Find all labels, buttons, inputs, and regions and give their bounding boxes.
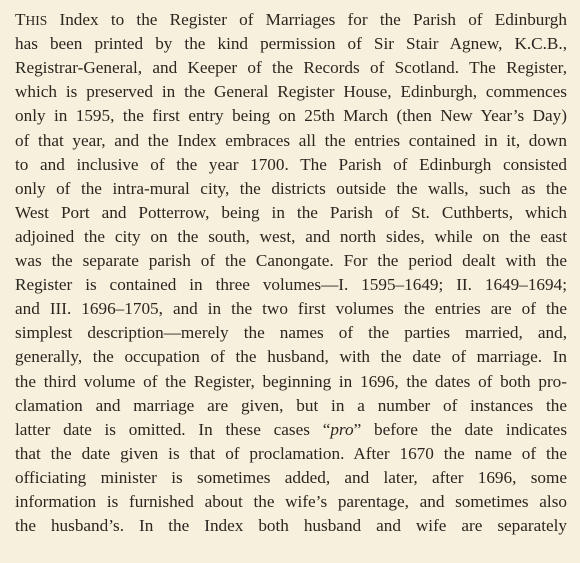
text-line: of that year, and the Index embraces all the entries contained in it, down bbox=[15, 130, 567, 150]
text-line: West Port and Potterrow, being in the Parish of St. Cuthberts, which bbox=[15, 202, 567, 222]
text-line: only of the intra-mural city, the districts outside the walls, such as the bbox=[15, 178, 567, 198]
text-line: information is furnished about the wife’s parentage, and sometimes also bbox=[15, 492, 567, 511]
text-line: only in 1595, the first entry being on 25th March (then New Year’s Day) bbox=[15, 106, 567, 126]
text-line: to and inclusive of the year 1700. The Parish of Edinburgh consisted bbox=[15, 154, 567, 174]
text-line: generally, the occupation of the husband, with the date of marriage. In bbox=[15, 347, 567, 367]
text-line: has been printed by the kind permission of Sir Stair Agnew, K.C.B., bbox=[15, 34, 567, 54]
text-line: clamation and marriage are given, but in a number of instances the bbox=[15, 395, 567, 415]
text-line: and III. 1696–1705, and in the two first volumes the entries are of the bbox=[15, 299, 567, 319]
text-line: was the separate parish of the Canongate. For the period dealt with the bbox=[15, 251, 567, 270]
text-line: officiating minister is sometimes added, and later, after 1696, some bbox=[15, 467, 567, 487]
text-line: latter date is omitted. In these cases “pro” before the date indicates bbox=[15, 419, 568, 439]
text-line: that the date given is that of proclamation. After 1670 the name of the bbox=[15, 443, 567, 463]
text-line: the third volume of the Register, beginning in 1696, the dates of both pro- bbox=[15, 371, 567, 391]
text-line: simplest description—merely the names of the parties married, and, bbox=[15, 323, 567, 343]
text-line: Registrar-General, and Keeper of the Records of Scotland. The Register, bbox=[15, 58, 567, 78]
text-line: Register is contained in three volumes—I. 1595–1649; II. 1649–1694; bbox=[15, 275, 567, 295]
text-line: which is preserved in the General Register House, Edinburgh, commences bbox=[15, 82, 567, 102]
text-line: adjoined the city on the south, west, and north sides, while on the east bbox=[15, 226, 567, 246]
text-line: THIS Index to the Register of Marriages for the Parish of Edinburgh bbox=[15, 10, 567, 29]
text-line: the husband’s. In the Index both husband and wife are separately bbox=[15, 516, 567, 536]
